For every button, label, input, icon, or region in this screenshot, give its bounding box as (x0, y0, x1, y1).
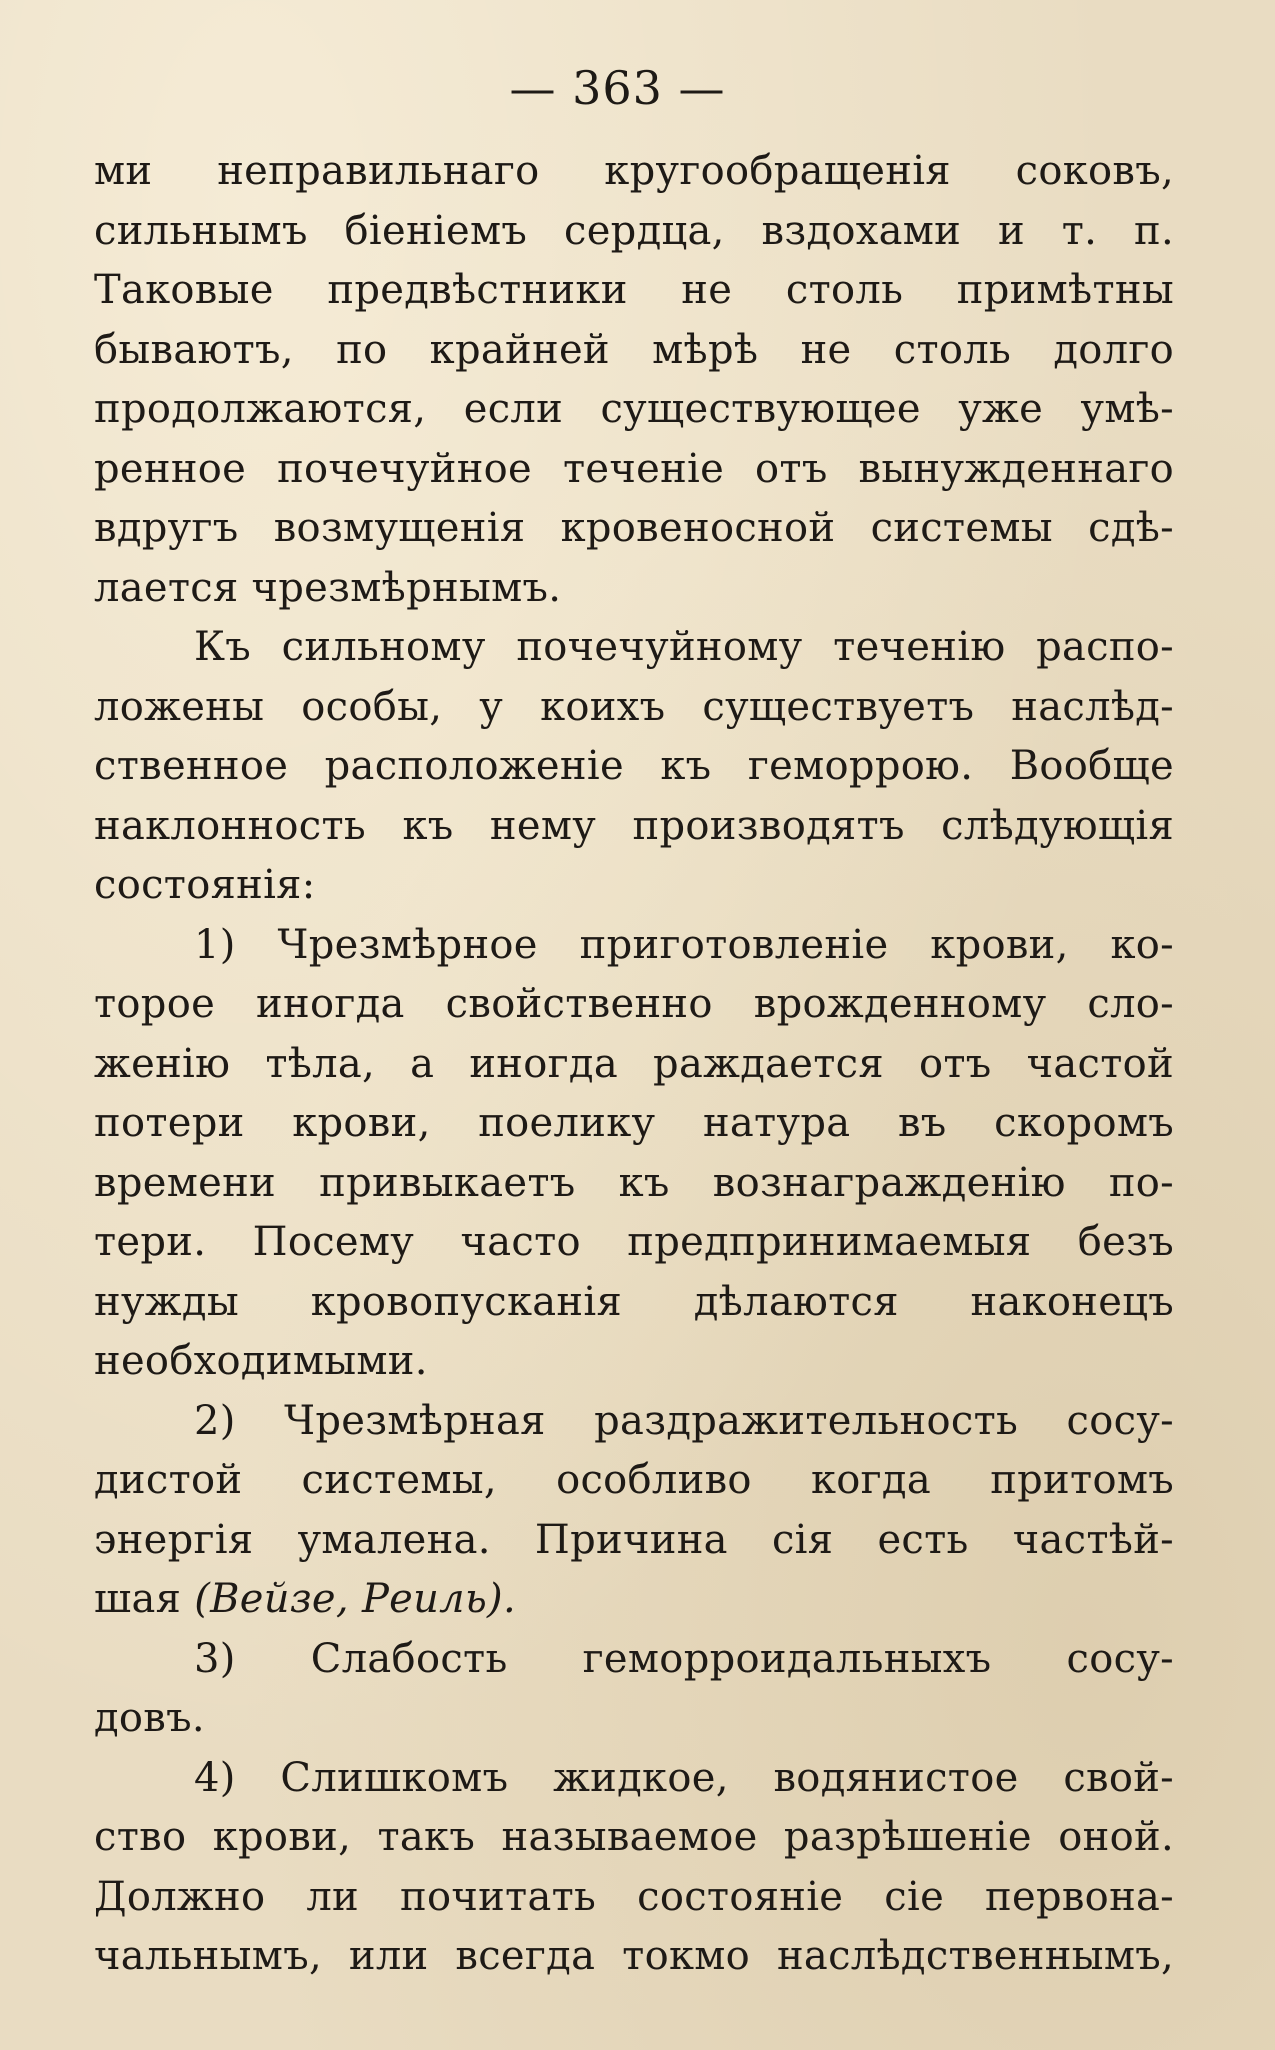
body-text (94, 142, 1174, 1987)
page-number: — 363 — (509, 61, 726, 115)
text-line: энергія умалена. Причина сія есть частѣй- (94, 1516, 1174, 1563)
text-line: 4) Слишкомъ жидкое, водянистое свой- (194, 1754, 1174, 1801)
text-line: состоянія: (94, 862, 316, 908)
text-line: чальнымъ, или всегда токмо наслѣдственнымъ, (94, 1933, 1174, 1979)
citation: (Вейзе, Реиль). (194, 1576, 516, 1622)
text-line (94, 1570, 1174, 1630)
text-line: довъ. (94, 1695, 205, 1741)
text-line: Къ сильному почечуйному теченію распо- (194, 624, 1174, 670)
text-line: 2) Чрезмѣрная раздражительность сосу- (194, 1397, 1174, 1444)
text-line: наклонность къ нему производятъ слѣдующія (94, 802, 1174, 849)
text-line: тери. Посему часто предпринимаемыя безъ (94, 1219, 1174, 1265)
text-word: шая (94, 1576, 182, 1622)
text-line: бываютъ, по крайней мѣрѣ не столь долго (94, 326, 1174, 373)
text-line: времени привыкаетъ къ вознагражденію по- (94, 1159, 1174, 1206)
text-line: нужды кровопусканія дѣлаются наконецъ (94, 1278, 1174, 1325)
text-line: продолжаются, если существующее уже умѣ- (94, 386, 1174, 432)
text-line: торое иногда свойственно врожденному сло- (94, 981, 1174, 1027)
text-line: ми неправильнаго кругообращенія соковъ, (94, 148, 1174, 194)
text-line: женію тѣла, а иногда раждается отъ частой (94, 1040, 1174, 1087)
text-line: ство крови, такъ называемое разрѣшеніе оной. (94, 1814, 1174, 1860)
text-line: ственное расположеніе къ геморрою. Вообще (94, 743, 1174, 789)
text-line: потери крови, поелику натура въ скоромъ (94, 1100, 1174, 1146)
text-line: ренное почечуйное теченіе отъ вынужденнаго (94, 445, 1174, 492)
text-line: необходимыми. (94, 1338, 428, 1384)
text-line: Должно ли почитать состояніе сіе первона- (94, 1873, 1174, 1920)
text-line: 3) Слабость геморроидальныхъ сосу- (194, 1635, 1174, 1682)
text-line: дистой системы, особливо когда притомъ (94, 1457, 1174, 1503)
text-line: 1) Чрезмѣрное приготовленіе крови, ко- (194, 921, 1174, 968)
text-line: сильнымъ біеніемъ сердца, вздохами и т. п. (94, 207, 1174, 254)
text-line: ложены особы, у коихъ существуетъ наслѣд- (94, 683, 1174, 730)
text-line: Таковые предвѣстники не столь примѣтны (94, 267, 1174, 313)
text-line: вдругъ возмущенія кровеносной системы сдѣ- (94, 505, 1174, 551)
text-line: лается чрезмѣрнымъ. (94, 564, 562, 611)
